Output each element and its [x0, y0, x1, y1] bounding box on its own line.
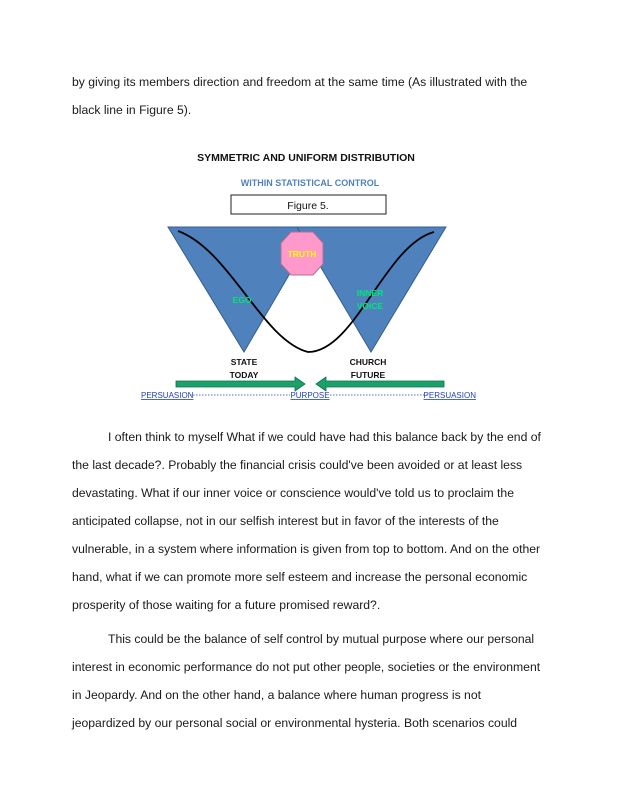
- truth-label: TRUTH: [287, 249, 317, 259]
- state-label: TODAY: [229, 370, 259, 380]
- body-text-line: black line in Figure 5).: [72, 103, 192, 117]
- body-text-line: prosperity of those waiting for a future promised reward?.: [72, 598, 381, 612]
- inner-voice-label: INNER: [356, 288, 384, 298]
- body-text-line: in Jeopardy. And on the other hand, a balance where human progress is not: [72, 688, 481, 702]
- body-text-line: devastating. What if our inner voice or conscience would've told us to proclaim the: [72, 486, 514, 500]
- axis-center-label: PURPOSE: [290, 391, 330, 400]
- body-text-line: interest in economic performance do not put other people, societies or the environment: [72, 660, 541, 674]
- body-text-line: by giving its members direction and freedom at the same time (As illustrated with the: [72, 75, 528, 89]
- figure-title: SYMMETRIC AND UNIFORM DISTRIBUTION: [197, 152, 415, 164]
- figure-subtitle: WITHIN STATISTICAL CONTROL: [240, 178, 380, 188]
- church-label: FUTURE: [350, 370, 386, 380]
- state-label: STATE: [230, 357, 258, 367]
- body-text-line: I often think to myself What if we could have had this balance back by the end of: [108, 430, 541, 444]
- ego-label: EGO: [232, 295, 252, 305]
- body-text-line: vulnerable, in a system where information is given from top to bottom. And on the other: [72, 542, 541, 556]
- body-text-line: This could be the balance of self control by mutual purpose where our personal: [108, 632, 535, 646]
- figure-caption: Figure 5.: [287, 200, 329, 212]
- axis-left-label: PERSUASION: [141, 391, 194, 400]
- body-text-line: anticipated collapse, not in our selfish interest but in favor of the interests of the: [72, 514, 499, 528]
- inner-voice-label: VOICE: [356, 301, 384, 311]
- axis-right-label: PERSUASION: [423, 391, 476, 400]
- body-text-line: hand, what if we can promote more self esteem and increase the personal economic: [72, 570, 528, 584]
- body-text-line: jeopardized by our personal social or environmental hysteria. Both scenarios could: [72, 716, 518, 730]
- body-text-line: the last decade?. Probably the financial crisis could've been avoided or at least less: [72, 458, 523, 472]
- church-label: CHURCH: [349, 357, 387, 367]
